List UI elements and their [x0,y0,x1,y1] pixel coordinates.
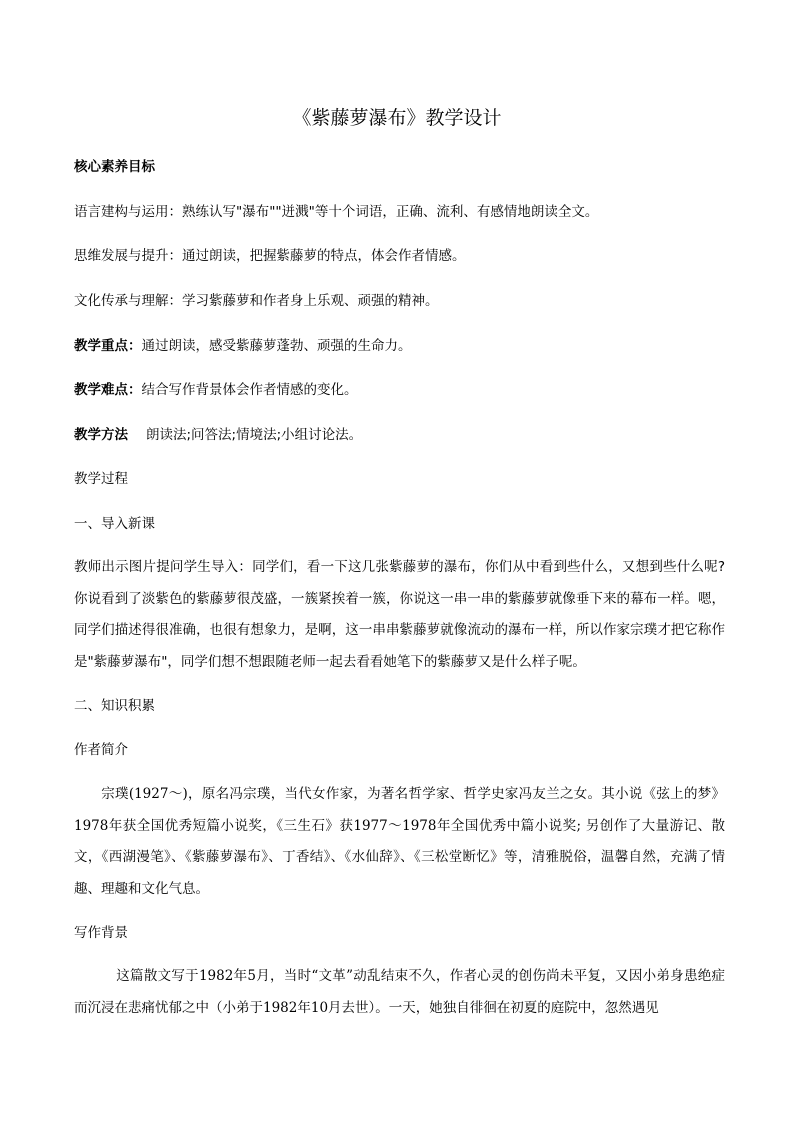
difficulty-text: 结合写作背景体会作者情感的变化。 [141,382,358,398]
key-point-text: 通过朗读，感受紫藤萝蓬勃、顽强的生命力。 [141,338,412,354]
core-goals-heading: 核心素养目标 [74,159,155,175]
section2-heading: 二、知识积累 [74,698,155,714]
goal-culture: 文化传承与理解：学习紫藤萝和作者身上乐观、顽强的精神。 [74,293,439,309]
teaching-method [74,425,724,445]
key-point-label: 教学重点： [74,338,142,354]
difficulty-label: 教学难点： [74,382,142,398]
author-paragraph-text: 宗璞(1927～)，原名冯宗璞，当代女作家，为著名哲学家、哲学史家冯友兰之女。其小说《弦上的梦》1978年获全国优秀短篇小说奖，《三生石》获1977～1978年全国优秀中篇小说奖; 另创作了大量游记、散文，《西湖漫笔》、《紫藤萝瀑布》、丁香结》、《水仙辞》、《三松堂断忆》等，清雅脱俗，温馨自然，充满了情趣、理趣和文化气息。 [74,786,725,897]
key-point [74,336,724,356]
background-heading: 写作背景 [74,925,128,941]
process-heading: 教学过程 [74,471,128,487]
method-text: 朗读法;问答法;情境法;小组讨论法。 [146,427,363,443]
goal-language: 语言建构与运用：熟练认写"瀑布""迸溅"等十个词语，正确、流利、有感情地朗读全文。 [74,204,599,220]
author-heading: 作者简介 [74,742,128,758]
background-paragraph-text: 这篇散文写于1982年5月，当时“文革”动乱结束不久，作者心灵的创伤尚未平复，又因小弟身患绝症而沉浸在悲痛忧郁之中（小弟于1982年10月去世）。一天，她独自徘徊在初夏的庭院中，忽然遇见 [74,968,725,1016]
goal-thinking: 思维发展与提升：通过朗读，把握紫藤萝的特点，体会作者情感。 [74,248,466,264]
section1-heading: 一、导入新课 [74,516,155,532]
background-paragraph [74,961,725,1024]
method-label: 教学方法 [74,427,128,443]
author-paragraph [74,779,725,905]
difficulty [74,380,724,400]
intro-paragraph: 教师出示图片提问学生导入：同学们，看一下这几张紫藤萝的瀑布，你们从中看到些什么，又想到些什么呢?你说看到了淡紫色的紫藤萝很茂盛，一簇紧挨着一簇，你说这一串一串的紫藤萝就像垂下来的幕布一样。嗯，同学们描述得很准确，也很有想象力，是啊，这一串串紫藤萝就像流动的瀑布一样，所以作家宗璞才把它称作是"紫藤萝瀑布"，同学们想不想跟随老师一起去看看她笔下的紫藤萝又是什么样子呢。 [74,559,725,670]
document-title: 《紫藤萝瀑布》教学设计 [292,107,502,129]
